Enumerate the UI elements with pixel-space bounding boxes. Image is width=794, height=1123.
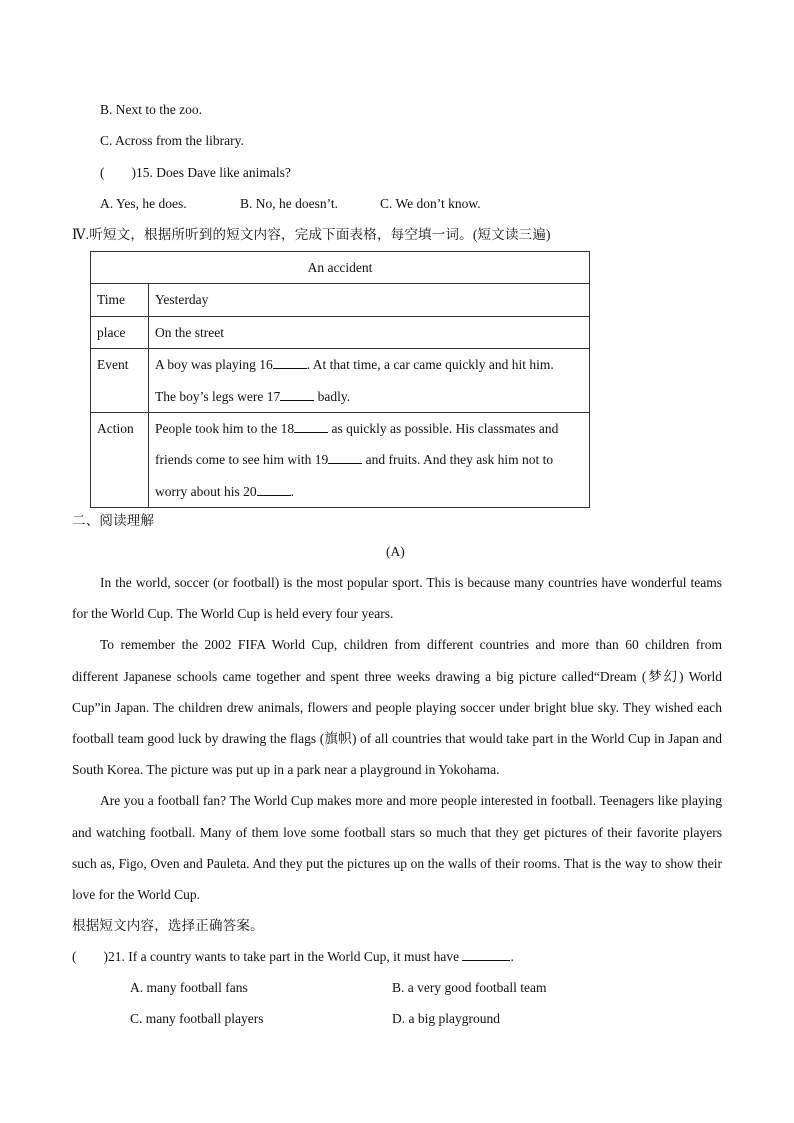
answer-bracket: ( )	[72, 949, 108, 964]
q21-option-a: A. many football fans	[130, 980, 248, 995]
row-value: On the street	[149, 316, 590, 348]
q14-option-c: C. Across from the library.	[100, 133, 244, 148]
blank-18[interactable]	[294, 420, 328, 433]
q15-option-b: B. No, he doesn’t.	[240, 196, 338, 211]
passage-label: (A)	[386, 544, 405, 559]
row-key: Time	[91, 284, 149, 316]
q21-option-d: D. a big playground	[392, 1011, 500, 1026]
passage-body	[72, 567, 722, 910]
action-line-3: worry about his 20 .	[155, 483, 294, 499]
accident-table	[90, 251, 590, 508]
row-key: Event	[91, 349, 149, 413]
row-value	[149, 413, 590, 508]
table-title: An accident	[91, 252, 590, 284]
q21-text: 21. If a country wants to take part in the World Cup, it must have	[108, 949, 460, 964]
row-key: Action	[91, 413, 149, 508]
blank-16[interactable]	[273, 356, 307, 369]
blank-21[interactable]	[462, 948, 510, 961]
q15-text: 15. Does Dave like animals?	[136, 165, 291, 180]
table-row	[91, 349, 590, 413]
q15-option-c: C. We don’t know.	[380, 196, 481, 211]
q14-option-b: B. Next to the zoo.	[100, 102, 202, 117]
action-line-1: People took him to the 18 as quickly as possible. His classmates and	[155, 421, 559, 437]
reading-instruction: 根据短文内容，选择正确答案。	[72, 918, 264, 933]
q21-option-c: C. many football players	[130, 1011, 264, 1026]
action-line-2: friends come to see him with 19 and fruits. And they ask him not to	[155, 452, 554, 468]
event-line-1: A boy was playing 16 . At that time, a car came quickly and hit him.	[155, 357, 554, 373]
paragraph-1: In the world, soccer (or football) is the most popular sport. This is because many countries have wonderful teams for the World Cup. The World Cup is held every four years.	[72, 575, 722, 622]
table-row	[91, 413, 590, 508]
q21-question: ( )21. If a country wants to take part in the World Cup, it must have .	[72, 949, 514, 964]
row-key: place	[91, 316, 149, 348]
event-line-2: The boy’s legs were 17 badly.	[155, 388, 351, 404]
section-4-title: Ⅳ.听短文，根据所听到的短文内容，完成下面表格，每空填一词。(短文读三遍)	[72, 227, 551, 242]
q21-option-b: B. a very good football team	[392, 980, 547, 995]
answer-bracket: ( )	[100, 165, 136, 180]
blank-17[interactable]	[280, 388, 314, 401]
reading-section-title: 二、阅读理解	[72, 513, 155, 528]
table-row	[91, 316, 590, 348]
blank-19[interactable]	[328, 451, 362, 464]
paragraph-2: To remember the 2002 FIFA World Cup, children from different countries and more than 60 children from different Japanese schools came together and spent three weeks drawing a big picture called“Dream (梦幻) World Cup”in Japan. The children drew animals, flowers and people playing soccer under bright blue sky. They wished each football team good luck by drawing the flags (旗帜) of all countries that would take part in the World Cup in Japan and South Korea. The picture was put up in a park near a playground in Yokohama.	[72, 637, 722, 778]
row-value: Yesterday	[149, 284, 590, 316]
blank-20[interactable]	[257, 483, 291, 496]
q15-question	[100, 164, 291, 182]
q15-option-a: A. Yes, he does.	[100, 196, 187, 211]
table-header-row	[91, 252, 590, 284]
paragraph-3: Are you a football fan? The World Cup makes more and more people interested in football. Teenagers like playing and watching football. Many of them love some football stars so much that they get pictures of their favorite players such as, Figo, Oven and Pauleta. And they put the pictures up on the walls of their rooms. That is the way to show their love for the World Cup.	[72, 793, 722, 903]
row-value	[149, 349, 590, 413]
table-row	[91, 284, 590, 316]
